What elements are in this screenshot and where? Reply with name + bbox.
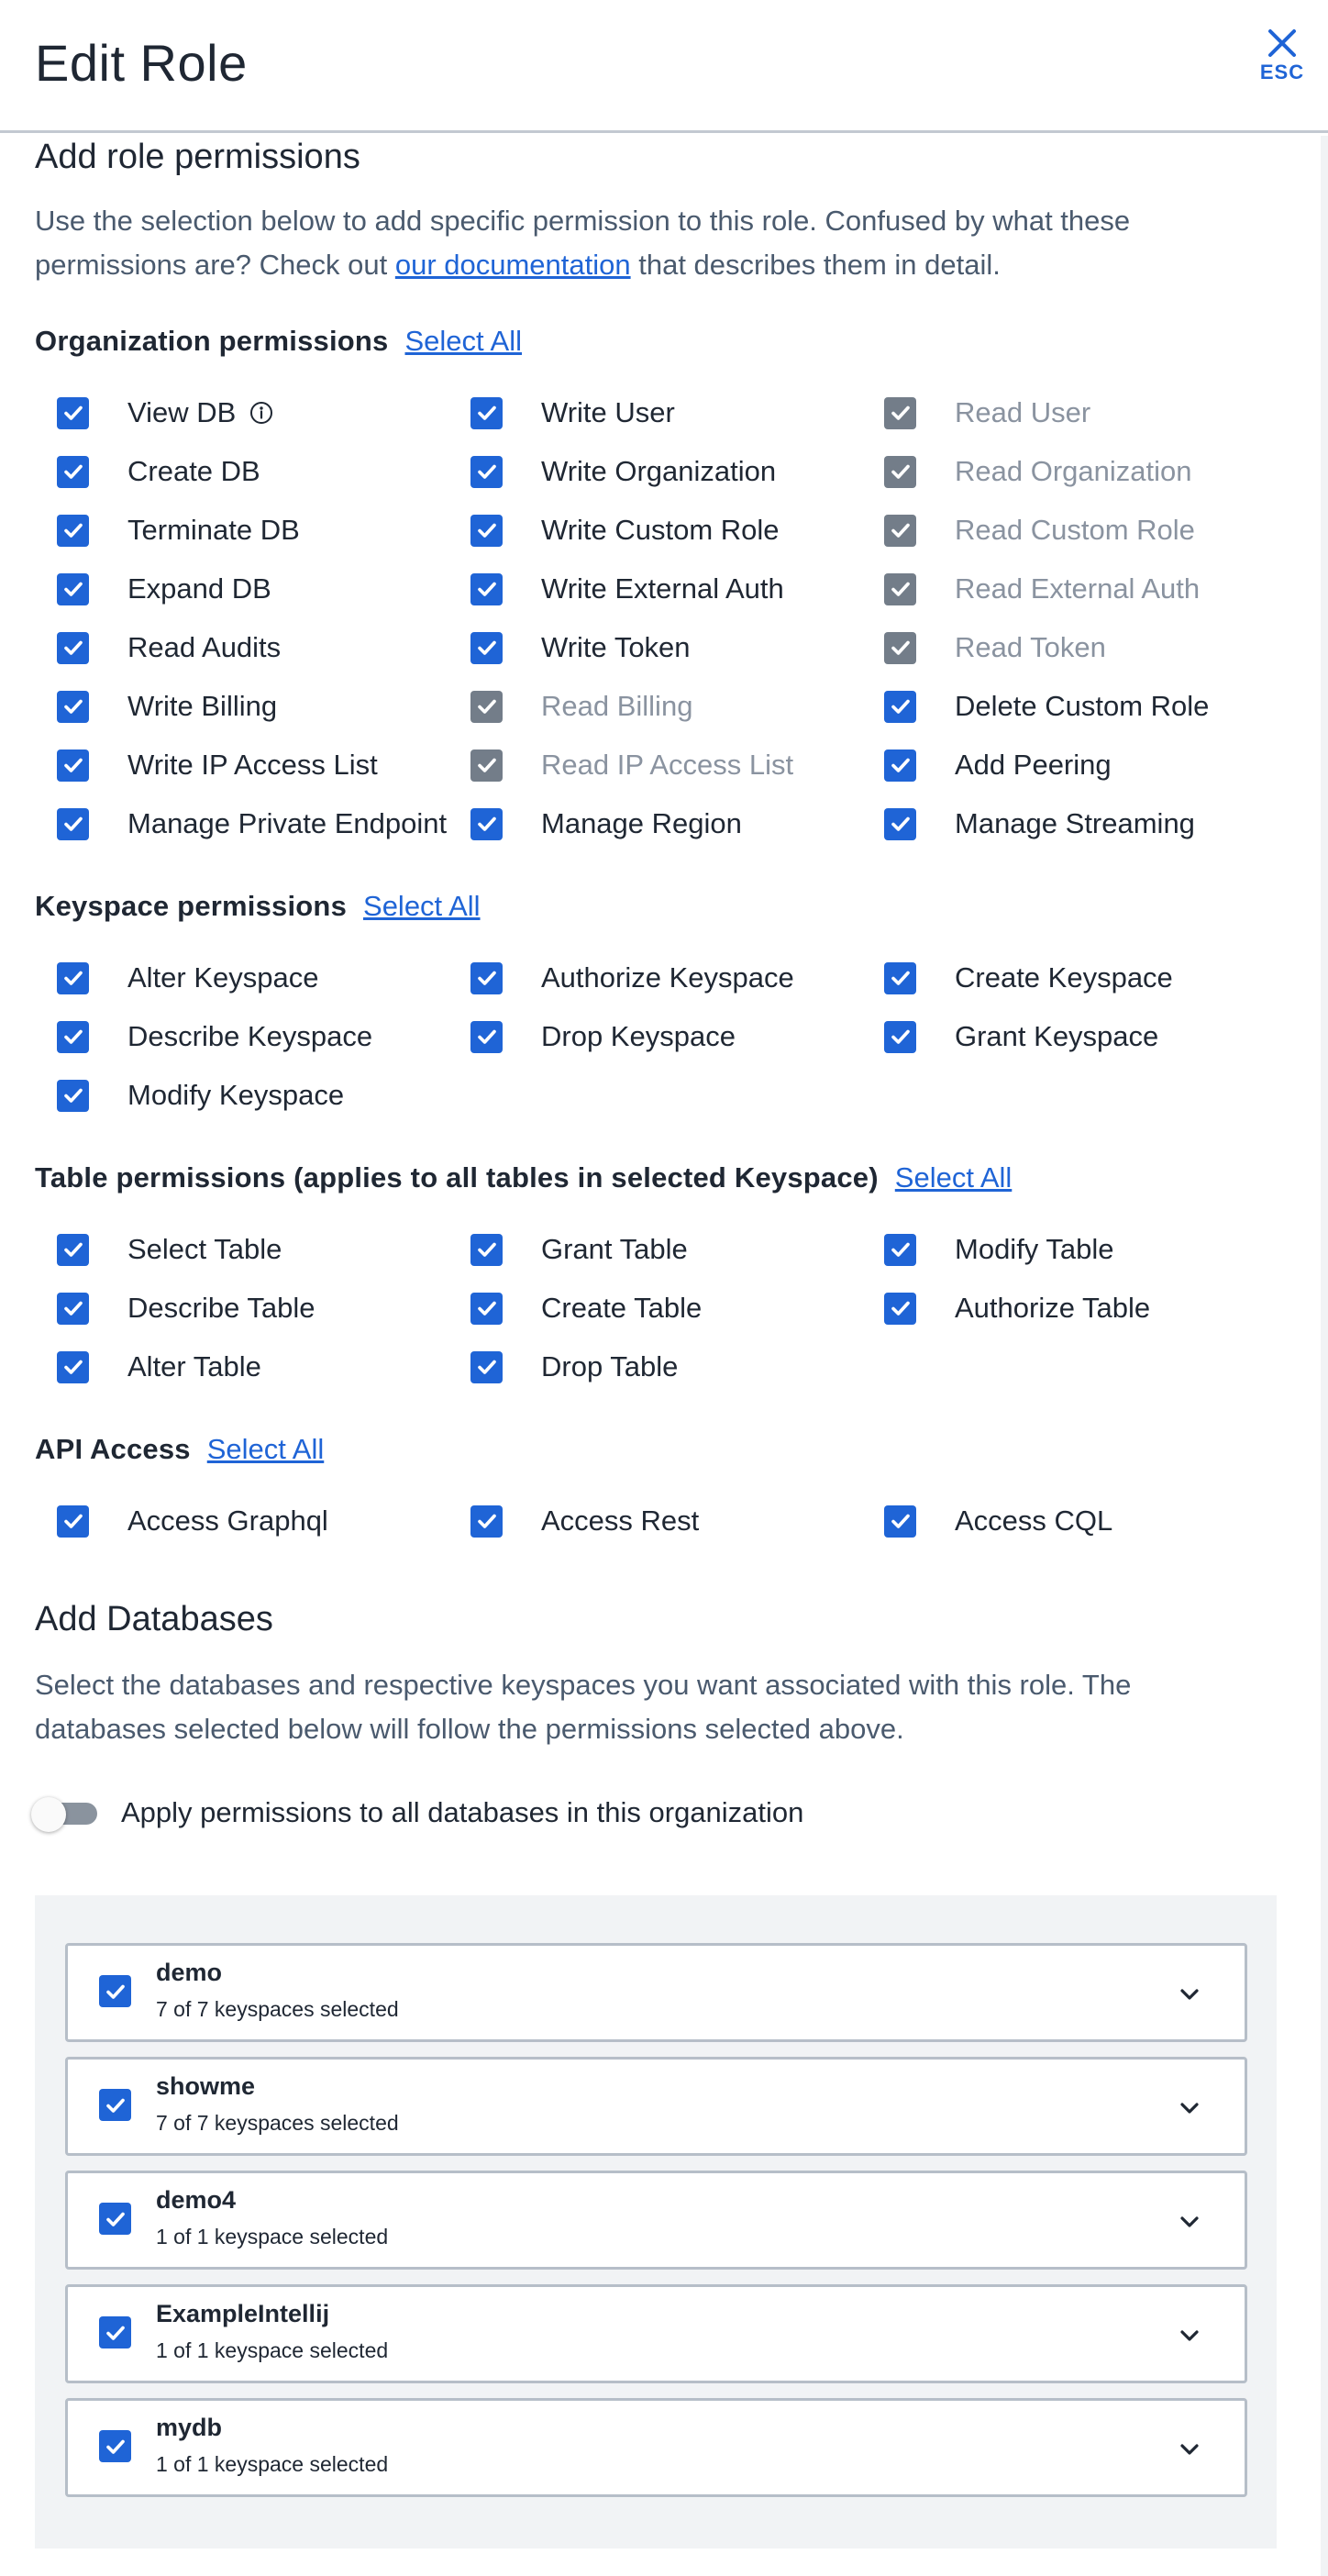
checkmark-icon [61, 1238, 85, 1261]
table-permissions-title: Table permissions (applies to all tables in selected Keyspace) [35, 1161, 879, 1194]
permission-label: Authorize Keyspace [541, 961, 794, 994]
close-esc-label: ESC [1259, 61, 1305, 83]
checkbox-create-table[interactable] [470, 1293, 503, 1325]
checkbox-create-keyspace[interactable] [884, 962, 916, 994]
checkbox-read-organization [884, 456, 916, 488]
checkbox-drop-keyspace[interactable] [470, 1021, 503, 1053]
permission-label: Write External Auth [541, 572, 784, 605]
permission-label: Read Custom Role [955, 514, 1195, 546]
chevron-down-icon[interactable] [1176, 2322, 1203, 2354]
checkbox-manage-region[interactable] [470, 808, 503, 840]
chevron-down-icon[interactable] [1176, 2094, 1203, 2126]
databases-panel [35, 1895, 1277, 2548]
checkbox-write-custom-role[interactable] [470, 515, 503, 547]
checkbox-modify-keyspace[interactable] [57, 1080, 89, 1112]
checkmark-icon [61, 966, 85, 990]
permission-drop-keyspace [470, 1007, 884, 1066]
permission-label: Write Billing [127, 690, 278, 722]
permission-label: Write Organization [541, 455, 777, 487]
checkmark-icon [61, 1296, 85, 1320]
permission-read-billing [470, 677, 884, 736]
api-access-title: API Access [35, 1433, 191, 1465]
apply-all-databases-label: Apply permissions to all databases in this organization [121, 1796, 804, 1828]
documentation-link[interactable]: our documentation [394, 249, 631, 281]
checkmark-icon [889, 1025, 913, 1049]
checkbox-drop-table[interactable] [470, 1351, 503, 1383]
checkmark-icon [889, 401, 913, 425]
checkbox-describe-table[interactable] [57, 1293, 89, 1325]
database-name: ExampleIntellij [156, 2300, 330, 2327]
checkmark-icon [475, 518, 499, 542]
checkbox-delete-custom-role[interactable] [884, 691, 916, 723]
checkmark-icon [61, 460, 85, 483]
database-checkbox[interactable] [99, 2203, 131, 2235]
checkmark-icon [475, 636, 499, 660]
page-title: Edit Role [35, 34, 248, 92]
checkmark-icon [475, 1025, 499, 1049]
checkmark-icon [475, 1509, 499, 1533]
permission-label: Access Rest [541, 1505, 700, 1537]
permission-modify-table [884, 1220, 1267, 1279]
checkmark-icon [475, 1238, 499, 1261]
permission-read-ip-access-list [470, 736, 884, 794]
permission-read-user [884, 383, 1267, 442]
database-keyspace-count: 7 of 7 keyspaces selected [156, 1997, 399, 2021]
permission-label: Read Token [955, 631, 1106, 663]
permission-label: Read IP Access List [541, 749, 794, 781]
checkmark-icon [889, 460, 913, 483]
checkmark-icon [889, 577, 913, 601]
permission-select-table [57, 1220, 470, 1279]
checkmark-icon [889, 966, 913, 990]
permission-read-organization [884, 442, 1267, 501]
checkmark-icon [475, 966, 499, 990]
permission-label: Grant Keyspace [955, 1020, 1159, 1052]
checkmark-icon [475, 1296, 499, 1320]
permission-write-external-auth [470, 560, 884, 618]
org-permissions-title: Organization permissions [35, 325, 389, 357]
checkmark-icon [61, 577, 85, 601]
permission-view-db [57, 383, 470, 442]
checkmark-icon [61, 1509, 85, 1533]
permission-expand-db [57, 560, 470, 618]
permission-access-rest [470, 1492, 884, 1550]
checkbox-write-organization[interactable] [470, 456, 503, 488]
table-permissions-header [35, 1161, 1012, 1194]
permission-access-graphql [57, 1492, 470, 1550]
checkmark-icon [104, 2435, 127, 2459]
org-permissions-grid [57, 383, 1267, 853]
database-checkbox[interactable] [99, 2089, 131, 2121]
checkbox-grant-keyspace[interactable] [884, 1021, 916, 1053]
checkmark-icon [475, 694, 499, 718]
database-name: demo4 [156, 2186, 237, 2214]
permission-label: Delete Custom Role [955, 690, 1210, 722]
permission-label: Alter Keyspace [127, 961, 319, 994]
permission-label: Manage Private Endpoint [127, 807, 448, 839]
checkbox-terminate-db[interactable] [57, 515, 89, 547]
permission-add-peering [884, 736, 1267, 794]
permission-label: Access CQL [955, 1505, 1113, 1537]
permission-authorize-table [884, 1279, 1267, 1338]
org-permissions-header [35, 325, 522, 358]
permission-label: Write IP Access List [127, 749, 378, 781]
database-checkbox[interactable] [99, 1975, 131, 2007]
checkbox-authorize-table[interactable] [884, 1293, 916, 1325]
close-button[interactable] [1253, 28, 1311, 101]
permission-authorize-keyspace [470, 949, 884, 1007]
permission-describe-keyspace [57, 1007, 470, 1066]
permission-grant-table [470, 1220, 884, 1279]
permission-label: Add Peering [955, 749, 1112, 781]
checkmark-icon [61, 401, 85, 425]
keyspace-permissions-header [35, 890, 481, 923]
checkbox-authorize-keyspace[interactable] [470, 962, 503, 994]
add-databases-description: Select the databases and respective keyspaces you want associated with this role. The databases selected below will follow the permissions selected above. [35, 1669, 1132, 1745]
checkmark-icon [61, 753, 85, 777]
permission-label: Modify Keyspace [127, 1079, 345, 1111]
permission-modify-keyspace [57, 1066, 470, 1125]
checkbox-access-rest[interactable] [470, 1505, 503, 1538]
permission-label: Modify Table [955, 1233, 1114, 1265]
permissions-heading: Add role permissions [35, 138, 360, 176]
permission-write-organization [470, 442, 884, 501]
permission-grant-keyspace [884, 1007, 1267, 1066]
permission-label: View DB [127, 396, 237, 428]
permission-label: Create Keyspace [955, 961, 1173, 994]
permission-read-audits [57, 618, 470, 677]
checkbox-read-custom-role [884, 515, 916, 547]
permission-label: Drop Table [541, 1350, 679, 1382]
database-name: showme [156, 2072, 256, 2100]
checkbox-access-cql[interactable] [884, 1505, 916, 1538]
checkbox-add-peering[interactable] [884, 749, 916, 782]
database-keyspace-count: 1 of 1 keyspace selected [156, 2452, 389, 2476]
api-select-all-link[interactable]: Select All [206, 1433, 325, 1465]
permission-read-custom-role [884, 501, 1267, 560]
database-row-exampleintellij[interactable] [65, 2284, 1247, 2383]
permission-terminate-db [57, 501, 470, 560]
permissions-description-text: Use the selection below to add specific permission to this role. Confused by what these permissions are? Check out [35, 205, 1131, 281]
permission-write-ip-access-list [57, 736, 470, 794]
permission-label: Create DB [127, 455, 260, 487]
checkbox-create-db[interactable] [57, 456, 89, 488]
permission-create-table [470, 1279, 884, 1338]
checkmark-icon [475, 812, 499, 836]
chevron-down-icon[interactable] [1176, 2436, 1203, 2468]
checkmark-icon [61, 636, 85, 660]
checkbox-manage-streaming[interactable] [884, 808, 916, 840]
checkmark-icon [889, 694, 913, 718]
database-name: mydb [156, 2414, 223, 2441]
checkbox-read-external-auth [884, 573, 916, 605]
checkmark-icon [475, 577, 499, 601]
database-name: demo [156, 1959, 223, 1986]
database-keyspace-count: 1 of 1 keyspace selected [156, 2225, 389, 2248]
table-permissions-grid [57, 1220, 1267, 1396]
checkbox-read-user [884, 397, 916, 429]
permission-label: Read Audits [127, 631, 282, 663]
checkmark-icon [104, 2093, 127, 2117]
checkmark-icon [475, 1355, 499, 1379]
checkbox-write-user[interactable] [470, 397, 503, 429]
permission-write-token [470, 618, 884, 677]
database-keyspace-count: 7 of 7 keyspaces selected [156, 2111, 399, 2135]
checkmark-icon [104, 1980, 127, 2004]
permission-write-billing [57, 677, 470, 736]
checkmark-icon [889, 518, 913, 542]
database-row-showme[interactable] [65, 2057, 1247, 2156]
permission-label: Select Table [127, 1233, 282, 1265]
checkbox-read-ip-access-list [470, 749, 503, 782]
checkbox-alter-table[interactable] [57, 1351, 89, 1383]
checkmark-icon [475, 401, 499, 425]
permission-label: Read Organization [955, 455, 1192, 487]
permission-label: Manage Streaming [955, 807, 1195, 839]
info-icon[interactable] [249, 400, 274, 426]
checkmark-icon [61, 1355, 85, 1379]
add-databases-heading: Add Databases [35, 1600, 273, 1638]
permission-label: Describe Keyspace [127, 1020, 373, 1052]
checkmark-icon [61, 518, 85, 542]
permission-label: Write User [541, 396, 675, 428]
permission-label: Grant Table [541, 1233, 688, 1265]
checkbox-read-billing [470, 691, 503, 723]
checkbox-write-billing[interactable] [57, 691, 89, 723]
scrollbar[interactable] [1321, 136, 1328, 2576]
permission-manage-private-endpoint [57, 794, 470, 853]
checkmark-icon [889, 753, 913, 777]
keyspace-select-all-link[interactable]: Select All [363, 890, 481, 922]
permission-label: Create Table [541, 1292, 703, 1324]
permission-label: Alter Table [127, 1350, 261, 1382]
database-keyspace-count: 1 of 1 keyspace selected [156, 2338, 389, 2362]
permission-manage-region [470, 794, 884, 853]
checkmark-icon [889, 1509, 913, 1533]
checkbox-view-db[interactable] [57, 397, 89, 429]
permission-create-db [57, 442, 470, 501]
permission-read-external-auth [884, 560, 1267, 618]
table-select-all-link[interactable]: Select All [894, 1161, 1013, 1194]
permission-manage-streaming [884, 794, 1267, 853]
apply-all-databases-toggle[interactable] [31, 1797, 101, 1828]
database-checkbox[interactable] [99, 2316, 131, 2348]
checkbox-modify-table[interactable] [884, 1234, 916, 1266]
org-select-all-link[interactable]: Select All [404, 325, 523, 357]
checkmark-icon [475, 753, 499, 777]
checkbox-describe-keyspace[interactable] [57, 1021, 89, 1053]
database-row-demo4[interactable] [65, 2171, 1247, 2270]
permission-label: Read User [955, 396, 1091, 428]
checkbox-grant-table[interactable] [470, 1234, 503, 1266]
database-checkbox[interactable] [99, 2430, 131, 2462]
permission-delete-custom-role [884, 677, 1267, 736]
permission-write-user [470, 383, 884, 442]
api-access-grid [57, 1492, 1267, 1550]
checkmark-icon [889, 636, 913, 660]
checkmark-icon [889, 1238, 913, 1261]
permissions-description [35, 199, 1264, 287]
toggle-knob [31, 1797, 66, 1832]
chevron-down-icon[interactable] [1176, 2208, 1203, 2240]
permission-label: Manage Region [541, 807, 742, 839]
checkmark-icon [104, 2207, 127, 2231]
checkmark-icon [61, 694, 85, 718]
apply-all-databases-row [31, 1796, 803, 1829]
permission-create-keyspace [884, 949, 1267, 1007]
checkbox-alter-keyspace[interactable] [57, 962, 89, 994]
permission-label: Access Graphql [127, 1505, 328, 1537]
checkmark-icon [475, 460, 499, 483]
permission-label: Write Token [541, 631, 691, 663]
checkbox-write-token[interactable] [470, 632, 503, 664]
checkmark-icon [61, 1025, 85, 1049]
permissions-description-text-end: that describes them in detail. [630, 249, 1001, 281]
checkbox-write-ip-access-list[interactable] [57, 749, 89, 782]
checkmark-icon [61, 812, 85, 836]
checkmark-icon [889, 812, 913, 836]
checkbox-select-table[interactable] [57, 1234, 89, 1266]
modal-header [0, 0, 1328, 133]
checkmark-icon [104, 2321, 127, 2345]
checkmark-icon [61, 1083, 85, 1107]
permission-access-cql [884, 1492, 1267, 1550]
checkbox-manage-private-endpoint[interactable] [57, 808, 89, 840]
permission-alter-table [57, 1338, 470, 1396]
checkbox-expand-db[interactable] [57, 573, 89, 605]
permission-label: Drop Keyspace [541, 1020, 736, 1052]
close-icon [1267, 28, 1298, 59]
checkbox-read-audits[interactable] [57, 632, 89, 664]
api-access-header [35, 1433, 324, 1466]
permission-drop-table [470, 1338, 884, 1396]
permission-write-custom-role [470, 501, 884, 560]
checkbox-write-external-auth[interactable] [470, 573, 503, 605]
permission-label: Describe Table [127, 1292, 315, 1324]
permission-label: Authorize Table [955, 1292, 1151, 1324]
database-row-demo[interactable] [65, 1943, 1247, 2042]
keyspace-permissions-title: Keyspace permissions [35, 890, 348, 922]
database-row-mydb[interactable] [65, 2398, 1247, 2497]
permission-label: Read External Auth [955, 572, 1201, 605]
chevron-down-icon[interactable] [1176, 1981, 1203, 2013]
checkbox-read-token [884, 632, 916, 664]
permission-label: Terminate DB [127, 514, 300, 546]
permission-label: Write Custom Role [541, 514, 780, 546]
permission-alter-keyspace [57, 949, 470, 1007]
permission-label: Expand DB [127, 572, 271, 605]
permission-read-token [884, 618, 1267, 677]
checkbox-access-graphql[interactable] [57, 1505, 89, 1538]
permission-label: Read Billing [541, 690, 693, 722]
keyspace-permissions-grid [57, 949, 1267, 1125]
checkmark-icon [889, 1296, 913, 1320]
permission-describe-table [57, 1279, 470, 1338]
